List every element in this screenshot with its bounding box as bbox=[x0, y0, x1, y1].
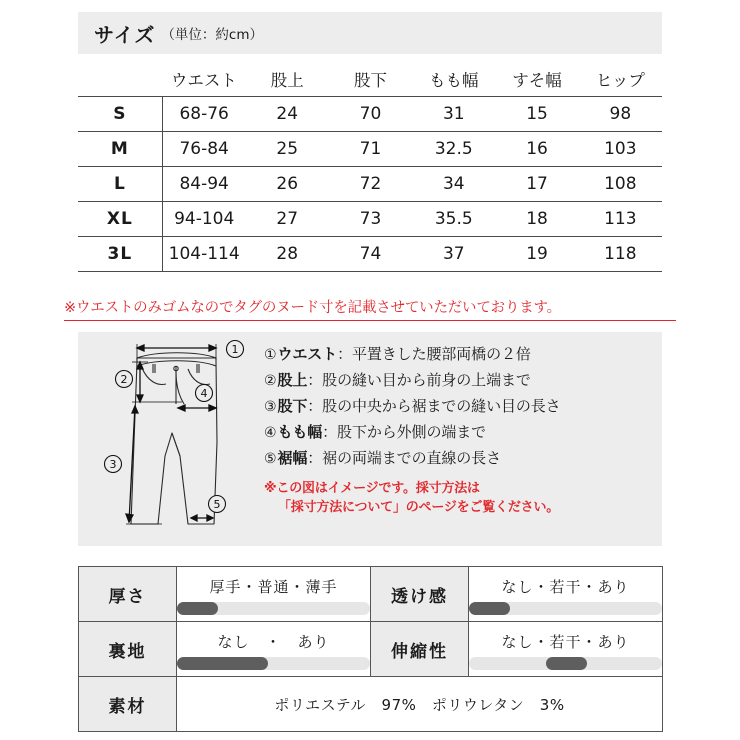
cell-waist: 84-94 bbox=[162, 166, 245, 201]
diagram-disclaimer bbox=[264, 479, 656, 517]
legend-desc-4: ：股下から外側の端まで bbox=[322, 423, 487, 441]
legend-key-1: ウエスト bbox=[277, 345, 338, 363]
diagram-marker-5: 5 bbox=[213, 498, 221, 511]
legend-item-inseam bbox=[264, 394, 656, 420]
scale-track-thickness bbox=[177, 602, 370, 615]
cell-rise: 24 bbox=[246, 96, 329, 131]
diagram-marker-2: 2 bbox=[120, 373, 128, 386]
cell-hip: 98 bbox=[579, 96, 662, 131]
column-header-rise: 股上 bbox=[270, 70, 304, 90]
legend-number-1: ① bbox=[264, 347, 277, 363]
cell-waist: 76-84 bbox=[162, 131, 245, 166]
attribute-row-material bbox=[79, 677, 663, 732]
legend-desc-2: ：股の縫い目から前身の上端まで bbox=[307, 371, 531, 389]
legend-number-4: ④ bbox=[264, 425, 277, 441]
scale-indicator-sheerness bbox=[469, 602, 510, 615]
cell-inseam: 72 bbox=[329, 166, 412, 201]
attr-label-lining: 裏地 bbox=[79, 622, 177, 677]
attr-value-sheerness bbox=[469, 567, 663, 622]
column-header-waist: ウエスト bbox=[170, 70, 237, 90]
scale-track-stretch bbox=[469, 657, 662, 670]
cell-hip: 113 bbox=[579, 201, 662, 236]
legend-desc-3: ：股の中央から裾までの縫い目の長さ bbox=[307, 397, 561, 415]
page-title-unit: （単位：約cm） bbox=[161, 27, 263, 43]
legend-number-2: ② bbox=[264, 373, 277, 389]
cell-inseam: 71 bbox=[329, 131, 412, 166]
cell-inseam: 73 bbox=[329, 201, 412, 236]
legend-item-hem bbox=[264, 446, 656, 472]
cell-waist: 94-104 bbox=[162, 201, 245, 236]
cell-thigh: 34 bbox=[412, 166, 495, 201]
cell-thigh: 32.5 bbox=[412, 131, 495, 166]
size-label: XL bbox=[78, 201, 162, 236]
cell-hip: 118 bbox=[579, 236, 662, 271]
cell-rise: 25 bbox=[246, 131, 329, 166]
cell-waist: 68-76 bbox=[162, 96, 245, 131]
cell-thigh: 35.5 bbox=[412, 201, 495, 236]
cell-hem: 15 bbox=[495, 96, 578, 131]
attr-value-stretch bbox=[469, 622, 663, 677]
legend-item-waist bbox=[264, 342, 656, 368]
cell-hip: 103 bbox=[579, 131, 662, 166]
scale-track-lining bbox=[177, 657, 370, 670]
size-label: 3L bbox=[78, 236, 162, 271]
size-label: S bbox=[78, 96, 162, 131]
size-table bbox=[78, 62, 662, 272]
legend-number-5: ⑤ bbox=[264, 451, 277, 467]
legend-item-thigh bbox=[264, 420, 656, 446]
cell-hem: 19 bbox=[495, 236, 578, 271]
disclaimer-line-2: 「採寸方法について」のページをご覧ください。 bbox=[278, 500, 560, 515]
attribute-table bbox=[78, 566, 663, 732]
cell-hem: 17 bbox=[495, 166, 578, 201]
table-row bbox=[78, 236, 662, 271]
measurement-guide-panel bbox=[78, 332, 662, 546]
diagram-marker-3: 3 bbox=[109, 458, 117, 471]
diagram-marker-1: 1 bbox=[231, 343, 239, 356]
table-row bbox=[78, 166, 662, 201]
diagram-marker-4: 4 bbox=[200, 387, 208, 400]
legend-key-2: 股上 bbox=[277, 371, 308, 389]
cell-rise: 26 bbox=[246, 166, 329, 201]
measurement-legend bbox=[264, 342, 656, 517]
cell-inseam: 74 bbox=[329, 236, 412, 271]
attr-label-material: 素材 bbox=[79, 677, 177, 732]
attribute-row-thickness bbox=[79, 567, 663, 622]
column-header-hip: ヒップ bbox=[595, 70, 645, 90]
cell-hem: 18 bbox=[495, 201, 578, 236]
column-header-thigh: もも幅 bbox=[429, 70, 479, 90]
cell-rise: 28 bbox=[246, 236, 329, 271]
column-header-inseam: 股下 bbox=[353, 70, 387, 90]
waist-elastic-note: ※ウエストのみゴムなのでタグのヌード寸を記載させていただいております。 bbox=[64, 296, 676, 321]
legend-key-3: 股下 bbox=[277, 397, 308, 415]
scale-options-lining: なし ・ あり bbox=[217, 632, 330, 651]
legend-number-3: ③ bbox=[264, 399, 277, 415]
scale-options-thickness: 厚手・普通・薄手 bbox=[209, 577, 338, 596]
cell-waist: 104-114 bbox=[162, 236, 245, 271]
page-title: サイズ bbox=[94, 22, 156, 47]
cell-rise: 27 bbox=[246, 201, 329, 236]
page-title-bar bbox=[78, 12, 662, 54]
attr-label-sheerness: 透け感 bbox=[371, 567, 469, 622]
table-row bbox=[78, 201, 662, 236]
size-table-header-row bbox=[78, 62, 662, 96]
scale-options-sheerness: なし・若干・あり bbox=[501, 577, 630, 596]
legend-key-4: もも幅 bbox=[277, 423, 323, 441]
cell-hip: 108 bbox=[579, 166, 662, 201]
scale-indicator-stretch bbox=[546, 657, 587, 670]
disclaimer-line-1: ※この図はイメージです。採寸方法は bbox=[264, 481, 480, 496]
scale-indicator-thickness bbox=[177, 602, 218, 615]
attr-label-thickness: 厚さ bbox=[79, 567, 177, 622]
pants-diagram bbox=[96, 338, 276, 540]
table-row bbox=[78, 131, 662, 166]
scale-track-sheerness bbox=[469, 602, 662, 615]
cell-hem: 16 bbox=[495, 131, 578, 166]
legend-item-rise bbox=[264, 368, 656, 394]
size-label: M bbox=[78, 131, 162, 166]
attr-value-thickness bbox=[177, 567, 371, 622]
attribute-row-lining bbox=[79, 622, 663, 677]
material-composition: ポリエステル 97% ポリウレタン 3% bbox=[274, 695, 565, 714]
attr-value-material bbox=[177, 677, 663, 732]
cell-thigh: 31 bbox=[412, 96, 495, 131]
size-label: L bbox=[78, 166, 162, 201]
column-header-hem: すそ幅 bbox=[512, 70, 562, 90]
table-row bbox=[78, 96, 662, 131]
cell-thigh: 37 bbox=[412, 236, 495, 271]
attr-value-lining bbox=[177, 622, 371, 677]
size-table-corner bbox=[78, 62, 162, 96]
scale-indicator-lining bbox=[177, 657, 268, 670]
scale-options-stretch: なし・若干・あり bbox=[501, 632, 630, 651]
legend-desc-5: ：裾の両端までの直線の長さ bbox=[307, 449, 501, 467]
attr-label-stretch: 伸縮性 bbox=[371, 622, 469, 677]
cell-inseam: 70 bbox=[329, 96, 412, 131]
legend-desc-1: ：平置きした腰部両橋の２倍 bbox=[337, 345, 531, 363]
legend-key-5: 裾幅 bbox=[277, 449, 308, 467]
